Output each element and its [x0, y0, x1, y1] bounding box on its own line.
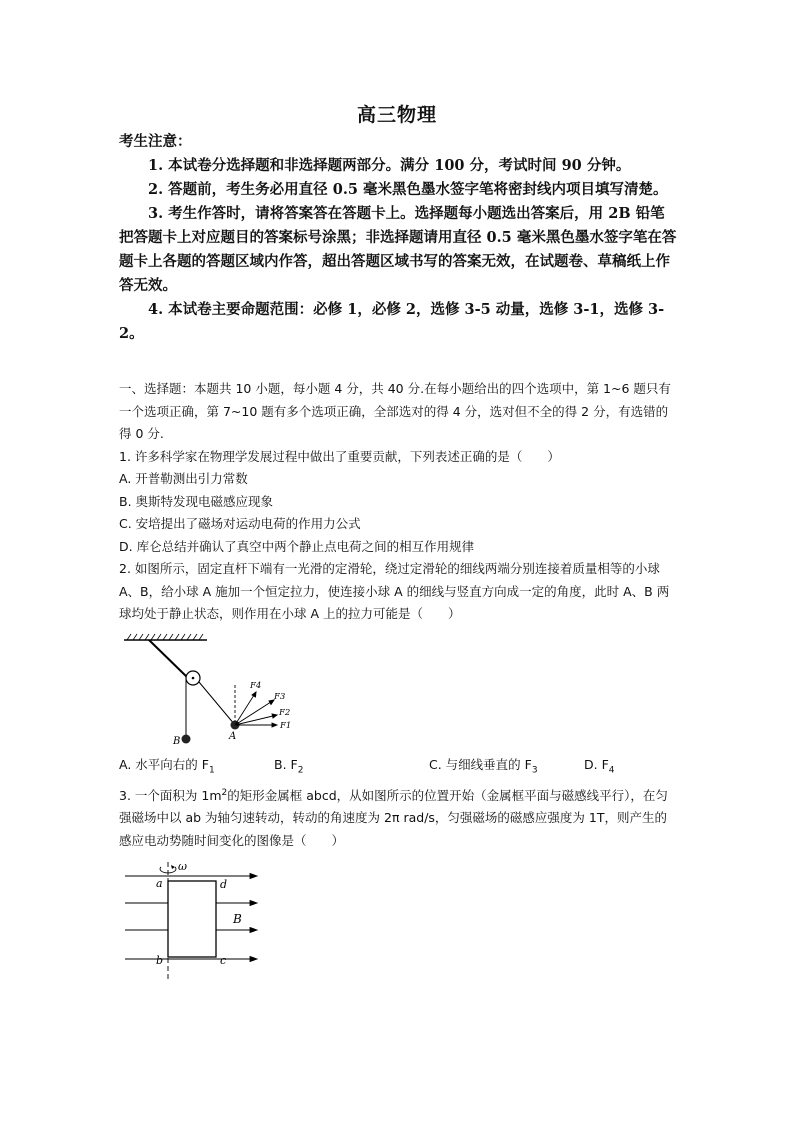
questions-body — [119, 378, 679, 986]
question-3-figure — [119, 858, 269, 986]
fixed-rod — [149, 640, 188, 678]
question-1-option-a: A. 开普勒测出引力常数 — [119, 471, 248, 486]
notice-item: 4. 本试卷主要命题范围：必修 1，必修 2，选修 3-5 动量，选修 3-1，选修 3-2。 — [119, 301, 665, 342]
label-c: c — [220, 954, 227, 968]
label-d: d — [220, 878, 228, 892]
notice-section — [119, 130, 679, 346]
question-2-options — [119, 754, 679, 782]
label-f4: F4 — [250, 680, 262, 691]
force-arrows — [235, 692, 277, 727]
notice-item: 2. 答题前，考生务必用直径 0.5 毫米黑色墨水签字笔将密封线内项目填写清楚。 — [148, 181, 668, 198]
question-2-figure — [119, 630, 309, 748]
label-b: b — [156, 954, 164, 968]
label-f3: F3 — [274, 691, 286, 702]
question-2-option-d: D. $F_4$ — [584, 756, 615, 775]
string-to-a — [199, 682, 235, 725]
ball-b — [182, 734, 191, 743]
notice-item: 1. 本试卷分选择题和非选择题两部分。满分 100 分，考试时间 90 分钟。 — [148, 157, 631, 174]
page-title: 高三物理 — [356, 104, 437, 126]
notice-heading: 考生注意： — [119, 133, 192, 150]
notice-item: 3. 考生作答时，请将答案答在答题卡上。选择题每小题选出答案后，用 2B 铅笔把答题卡上对应题目的答案标号涂黑；非选择题请用直径 0.5 毫米黑色墨水签字笔在答题卡上各题的答题区域内作答，超出答题区域书写的答案无效，在试题卷、草稿纸上作答无效。 — [119, 205, 677, 294]
label-a: a — [156, 877, 163, 891]
question-1-option-d: D. 库仑总结并确认了真空中两个静止点电荷之间的相互作用规律 — [119, 538, 475, 554]
question-1-option-b: B. 奥斯特发现电磁感应现象 — [119, 493, 274, 509]
label-f1: F1 — [280, 720, 292, 731]
label-field-b: B — [233, 912, 242, 927]
section-heading: 一、选择题：本题共 10 小题，每小题 4 分，共 40 分.在每小题给出的四个选项中，第 1~6 题只有一个选项正确，第 7~10 题有多个选项正确，全部选对的得 4 分，选对但不全的得 2 分，有选错的得 0 分. — [119, 381, 671, 441]
question-3-stem: 3. 一个面积为 $1m^2$的矩形金属框 abcd，从如图所示的位置开始（金属框平面与磁感线平行），在匀强磁场中以 ab 为轴匀速转动，转动的角速度为 2π rad/s，匀强磁场的磁感应强度为 1T，则产生的感应电动势随时间变化的图像是（ ） — [119, 787, 668, 848]
question-2-option-a: A. 水平向右的 $F_1$ — [119, 756, 215, 775]
label-a: A — [229, 730, 237, 742]
question-1-option-c: C. 安培提出了磁场对运动电荷的作用力公式 — [119, 516, 361, 531]
question-2-option-c: C. 与细线垂直的 $F_3$ — [429, 756, 538, 775]
question-2-stem: 2. 如图所示，固定直杆下端有一光滑的定滑轮，绕过定滑轮的细线两端分别连接着质量相等的小球 A、B，给小球 A 施加一个恒定拉力，使连接小球 A 的细线与竖直方向成一定的角度，此时 A、B 两球均处于静止状态，则作用在小球 A 上的拉力可能是（ ） — [119, 561, 670, 621]
label-omega: ω — [178, 860, 187, 874]
label-f2: F2 — [279, 707, 291, 718]
question-1-stem: 1. 许多科学家在物理学发展过程中做出了重要贡献，下列表述正确的是（ ） — [119, 448, 560, 464]
ceiling-hatching — [124, 634, 207, 640]
metal-frame-abcd — [168, 881, 216, 957]
question-2-option-b: B. $F_2$ — [274, 756, 304, 775]
label-b: B — [173, 735, 181, 747]
